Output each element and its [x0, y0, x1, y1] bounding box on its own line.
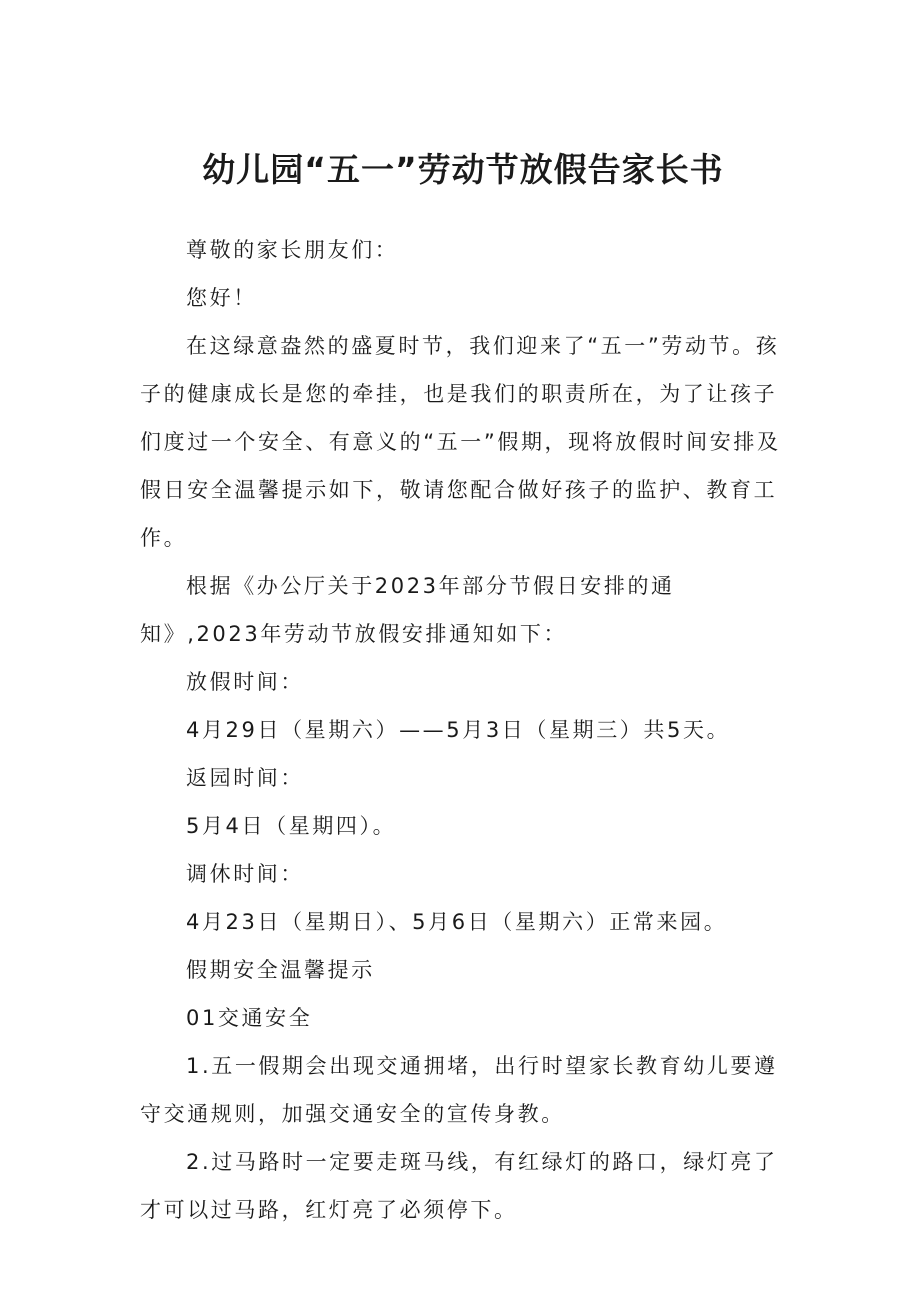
intro-paragraph: 在这绿意盎然的盛夏时节，我们迎来了“五一”劳动节。孩子的健康成长是您的牵挂，也是我们的职责所在，为了让孩子们度过一个安全、有意义的“五一”假期，现将放假时间安排及假日安全温馨提示如下，敬请您配合做好孩子的监护、教育工作。 [140, 334, 781, 550]
holiday-time-label: 放假时间： [186, 670, 304, 694]
makeup-time-label: 调休时间： [186, 862, 304, 886]
makeup-time-value: 4月23日（星期日）、5月6日（星期六）正常来园。 [186, 910, 728, 934]
document-body [140, 226, 790, 1234]
notice-paragraph: 根据《办公厅关于2023年部分节假日安排的通知》,2023年劳动节放假安排通知如下： [140, 574, 675, 646]
greeting-salutation: 尊敬的家长朋友们： [186, 238, 399, 262]
traffic-safety-heading: 01交通安全 [186, 1006, 313, 1030]
safety-tips-heading: 假期安全温馨提示 [186, 958, 375, 982]
return-time-value: 5月4日（星期四）。 [186, 814, 397, 838]
return-time-label: 返园时间： [186, 766, 304, 790]
greeting-hello: 您好！ [186, 286, 257, 310]
holiday-time-value: 4月29日（星期六）——5月3日（星期三）共5天。 [186, 718, 731, 742]
traffic-tip-2: 2.过马路时一定要走斑马线，有红绿灯的路口，绿灯亮了才可以过马路，红灯亮了必须停下。 [140, 1150, 778, 1222]
document-title: 幼儿园“五一”劳动节放假告家长书 [202, 150, 724, 189]
traffic-tip-1: 1.五一假期会出现交通拥堵，出行时望家长教育幼儿要遵守交通规则，加强交通安全的宣传身教。 [140, 1054, 778, 1126]
